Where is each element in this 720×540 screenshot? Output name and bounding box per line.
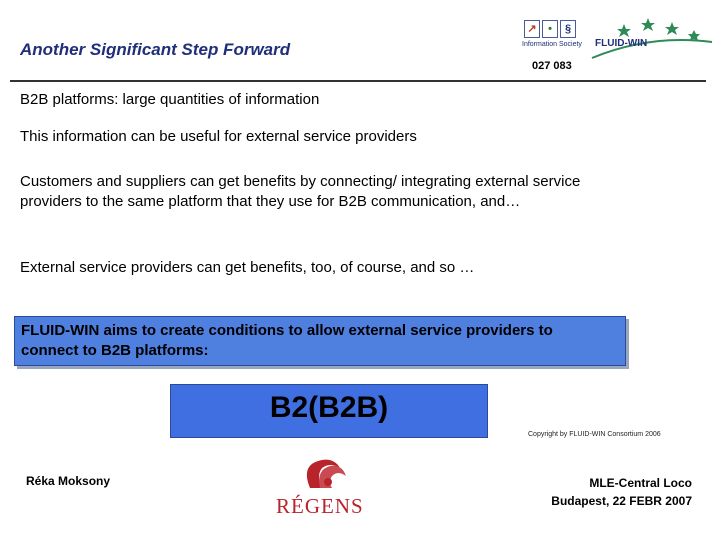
is-logo-cell: §	[560, 20, 576, 38]
b2b-box-text: B2(B2B)	[269, 391, 389, 424]
paragraph: B2B platforms: large quantities of information	[20, 91, 320, 108]
highlight-box-text: FLUID-WIN aims to create conditions to allow external service providers to connect to B2B platforms:	[21, 322, 553, 359]
b2b-box	[170, 384, 488, 438]
fluid-win-logo-text: FLUID-WIN	[595, 38, 648, 49]
is-logo-label: Information Society	[522, 41, 582, 48]
header-divider	[10, 80, 706, 82]
event-location-date: Budapest, 22 FEBR 2007	[551, 494, 692, 508]
event-name: MLE-Central Loco	[589, 476, 692, 490]
copyright-notice: Copyright by FLUID-WIN Consortium 2006	[528, 431, 661, 438]
paragraph: Customers and suppliers can get benefits by connecting/ integrating external service providers to the same platform that they use for B2B communication, and…	[20, 173, 581, 210]
is-logo-cell: ↗	[524, 20, 540, 38]
slide-title: Another Significant Step Forward	[20, 40, 291, 59]
is-logo-cell: •	[542, 20, 558, 38]
project-number: 027 083	[532, 60, 572, 72]
regens-logo-text: RÉGENS	[276, 494, 364, 518]
regens-logo	[270, 454, 382, 526]
information-society-logo	[522, 20, 582, 60]
paragraph: External service providers can get benefits, too, of course, and so …	[20, 259, 475, 276]
regens-emblem-icon	[270, 454, 382, 494]
highlight-box	[14, 316, 626, 366]
event-info	[500, 474, 692, 510]
author-name: Réka Moksony	[26, 474, 111, 488]
paragraph: This information can be useful for external service providers	[20, 128, 417, 145]
